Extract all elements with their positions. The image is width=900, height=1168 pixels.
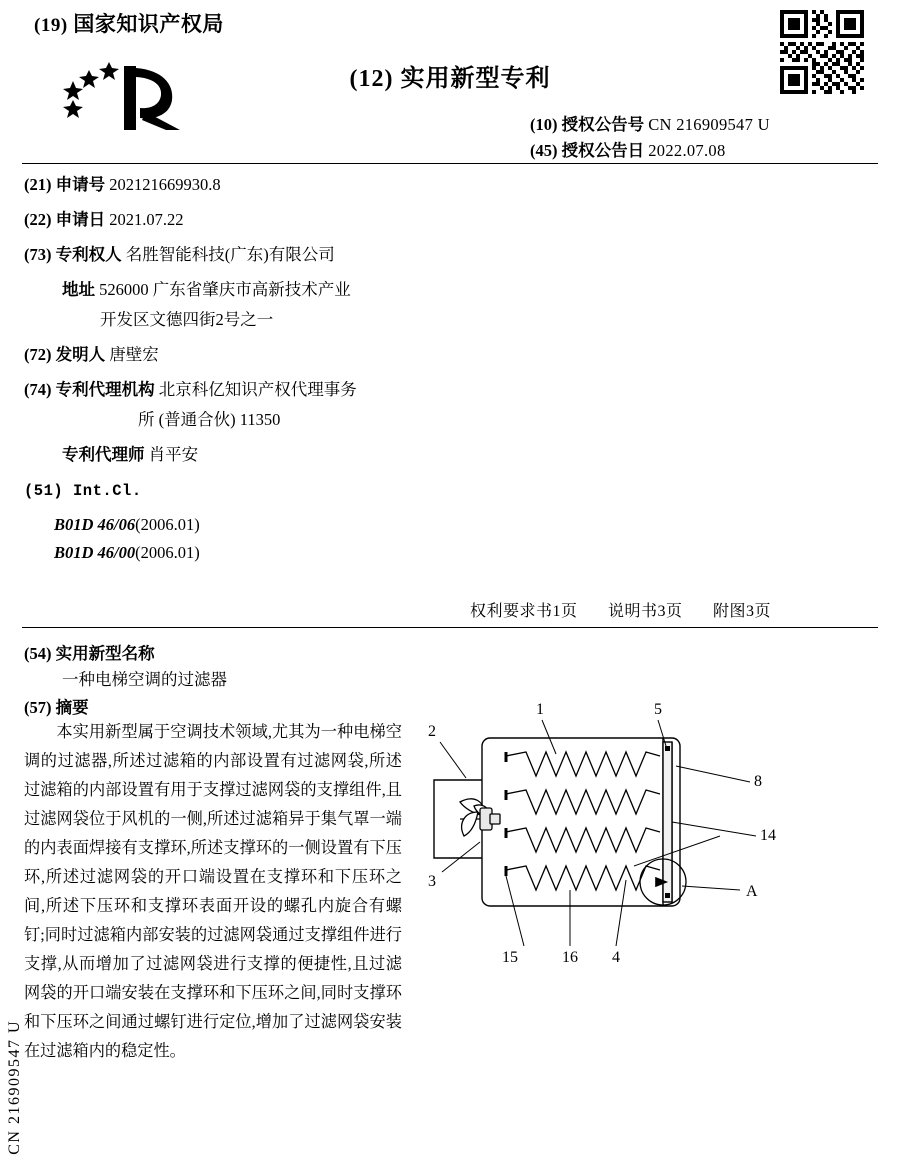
application-number-label: (21) 申请号 xyxy=(24,175,106,194)
application-number-value: 202121669930.8 xyxy=(109,175,221,194)
svg-text:14: 14 xyxy=(760,827,776,844)
abstract-text: 本实用新型属于空调技术领域,尤其为一种电梯空调的过滤器,所述过滤箱的内部设置有过滤网袋,所述过滤箱的内部设置有用于支撑过滤网袋的支撑组件,且过滤网袋位于风机的一侧,所述过滤箱异于集气罩一端的内表面焊接有支撑环,所述支撑环的一侧设置有下压环,所述过滤网袋的开口端设置在支撑环和下压环之间,所述下压环和支撑环表面开设的螺孔内旋合有螺钉;同时过滤箱内部安装的过滤网袋通过支撑组件进行支撑,从而增加了过滤网袋进行支撑的便捷性,且过滤网袋的开口端安装在支撑环和下压环之间,同时支撑环和下压环之间通过螺钉进行定位,增加了过滤网袋安装在过滤箱内的稳定性。 xyxy=(24,723,402,1060)
application-date-value: 2021.07.22 xyxy=(109,210,184,229)
abstract-label: (57) 摘要 xyxy=(24,698,89,717)
publication-info xyxy=(530,112,770,164)
abstract-divider xyxy=(22,627,878,628)
inventor-label: (72) 发明人 xyxy=(24,345,106,364)
svg-text:8: 8 xyxy=(754,773,762,790)
header-divider xyxy=(22,163,878,164)
inventor-row xyxy=(24,340,494,370)
application-date-row xyxy=(24,205,494,235)
application-date-label: (22) 申请日 xyxy=(24,210,106,229)
address-line-2: 开发区文德四街2号之一 xyxy=(100,310,274,329)
address-line-2-row xyxy=(24,305,494,335)
patentee-label: (73) 专利权人 xyxy=(24,245,122,264)
svg-text:4: 4 xyxy=(612,949,620,966)
publication-date-row xyxy=(530,138,770,164)
qr-code xyxy=(780,10,864,94)
svg-text:16: 16 xyxy=(562,949,578,966)
abstract-figure xyxy=(420,690,890,1000)
invention-name-label: (54) 实用新型名称 xyxy=(24,644,155,663)
ipc-row xyxy=(24,475,494,506)
document-type: (12) 实用新型专利 xyxy=(349,66,551,92)
address-line-1: 526000 广东省肇庆市高新技术产业 xyxy=(99,280,351,299)
patentee-row xyxy=(24,240,494,270)
ipc-version-2: (2006.01) xyxy=(135,543,200,562)
svg-text:2: 2 xyxy=(428,723,436,740)
publication-number-value: CN 216909547 U xyxy=(648,115,770,134)
application-number-row xyxy=(24,170,494,200)
ipc-entry-1 xyxy=(24,511,494,539)
ipc-entry-2 xyxy=(24,539,494,567)
address-row xyxy=(24,275,494,305)
description-pages: 说明书3页 xyxy=(608,603,683,620)
ipc-label: (51) Int.Cl. xyxy=(24,482,142,500)
publication-number-row xyxy=(530,112,770,138)
office-code: (19) xyxy=(34,15,68,36)
agency-line-1: 北京科亿知识产权代理事务 xyxy=(158,380,357,399)
agent-value: 肖平安 xyxy=(148,445,199,464)
office-name: 国家知识产权局 xyxy=(73,12,224,36)
patentee-value: 名胜智能科技(广东)有限公司 xyxy=(125,245,335,264)
publication-number-label: (10) 授权公告号 xyxy=(530,115,645,134)
agency-row xyxy=(24,375,494,405)
svg-text:A: A xyxy=(746,883,758,900)
address-label: 地址 xyxy=(62,280,95,299)
ipc-code-2: B01D 46/00 xyxy=(54,543,136,562)
svg-text:3: 3 xyxy=(428,873,436,890)
inventor-value: 唐壁宏 xyxy=(109,345,159,364)
drawings-pages: 附图3页 xyxy=(713,603,772,620)
claims-pages: 权利要求书1页 xyxy=(470,603,578,620)
publication-date-label: (45) 授权公告日 xyxy=(530,141,645,160)
svg-text:1: 1 xyxy=(536,701,544,718)
agency-line-2: 所 (普通合伙) 11350 xyxy=(138,410,281,429)
invention-name-value: 一种电梯空调的过滤器 xyxy=(62,670,227,689)
issuing-office xyxy=(34,8,224,38)
publication-date-value: 2022.07.08 xyxy=(648,141,726,160)
agent-label: 专利代理师 xyxy=(62,445,145,464)
svg-text:15: 15 xyxy=(502,949,518,966)
bibliographic-data xyxy=(24,170,494,567)
document-page-counts xyxy=(470,598,797,621)
cnipa-logo xyxy=(62,62,182,132)
ipc-code-1: B01D 46/06 xyxy=(54,515,136,534)
agency-label: (74) 专利代理机构 xyxy=(24,380,155,399)
agency-line-2-row xyxy=(24,405,494,435)
agent-row xyxy=(24,440,494,470)
side-publication-code: CN 216909547 U xyxy=(6,1020,23,1155)
svg-text:5: 5 xyxy=(654,701,662,718)
ipc-version-1: (2006.01) xyxy=(135,515,200,534)
